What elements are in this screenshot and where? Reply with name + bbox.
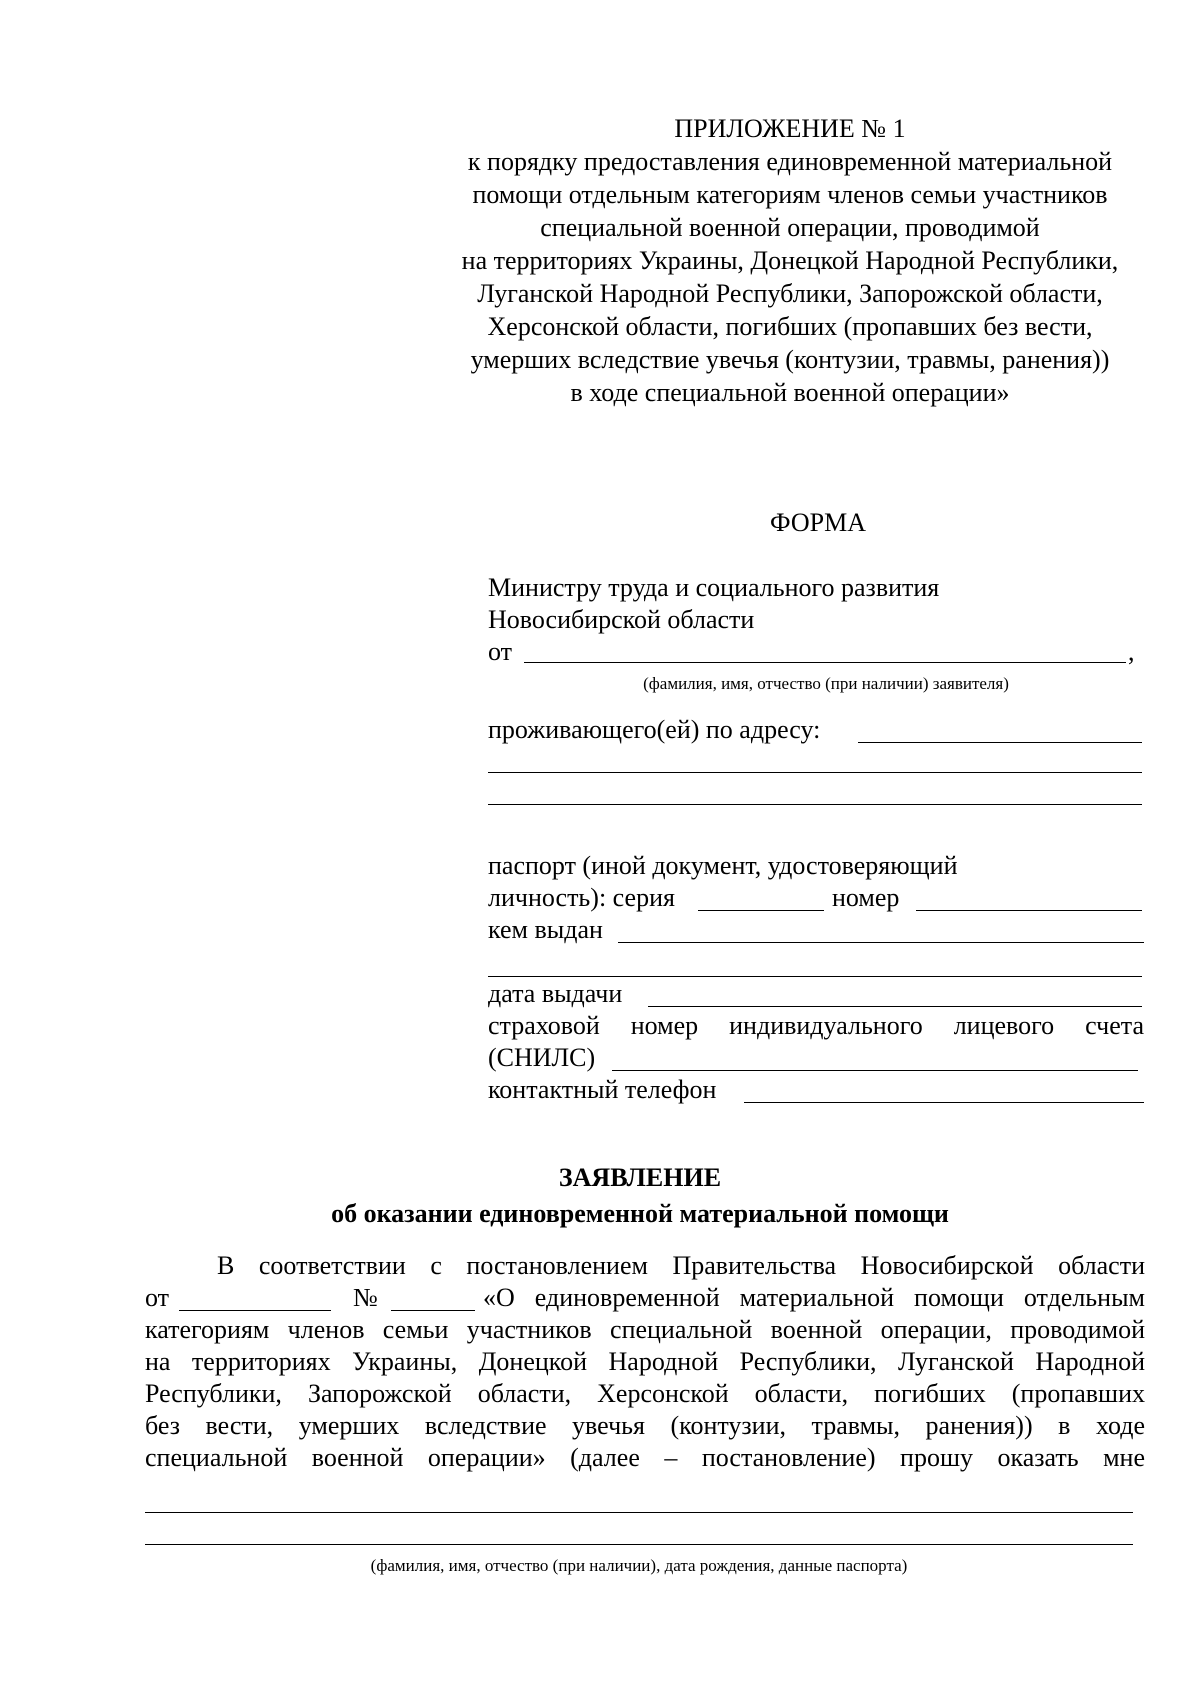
address-fill-line-3[interactable] — [488, 804, 1142, 805]
appendix-line: помощи отдельным категориям членов семьи участников — [472, 180, 1108, 209]
address-label: проживающего(ей) по адресу: — [488, 715, 821, 744]
number-sign: № — [353, 1283, 378, 1312]
number-label: номер — [832, 883, 900, 912]
appendix-line: Луганской Народной Республики, Запорожской области, — [477, 279, 1103, 308]
issued-by-label: кем выдан — [488, 915, 603, 944]
paragraph-line: специальной военной операции» (далее – постановление) прошу оказать мне — [145, 1443, 1145, 1472]
series-fill-line[interactable] — [698, 910, 824, 911]
applicant-caption: (фамилия, имя, отчество (при наличии), дата рождения, данные паспорта) — [370, 1556, 908, 1575]
issued-by-fill-line-2[interactable] — [488, 976, 1142, 977]
from-word: от — [145, 1283, 170, 1312]
appendix-line: специальной военной операции, проводимой — [540, 213, 1040, 242]
appendix-line: на территориях Украины, Донецкой Народной Республики, — [461, 246, 1119, 275]
appendix-line: умерших вследствие увечья (контузии, травмы, ранения)) — [470, 345, 1110, 374]
snils-line-1: страховой номер индивидуального лицевого счета — [488, 1011, 1144, 1040]
decree-date-fill-line[interactable] — [179, 1310, 331, 1311]
issue-date-label: дата выдачи — [488, 979, 623, 1008]
series-label: личность): серия — [488, 883, 675, 912]
applicant-fill-line-1[interactable] — [145, 1512, 1133, 1513]
appendix-header — [420, 112, 1160, 409]
paragraph-line: без вести, умерших вследствие увечья (контузии, травмы, ранения)) в ходе — [145, 1411, 1145, 1440]
applicant-fill-line-2[interactable] — [145, 1544, 1133, 1545]
address-fill-line-2[interactable] — [488, 772, 1142, 773]
from-label: от — [488, 637, 513, 666]
paragraph-line: на территориях Украины, Донецкой Народной Республики, Луганской Народной — [145, 1347, 1145, 1376]
paragraph-line: В соответствии с постановлением Правительства Новосибирской области — [217, 1251, 1145, 1280]
from-caption: (фамилия, имя, отчество (при наличии) заявителя) — [643, 674, 1009, 693]
snils-fill-line[interactable] — [612, 1070, 1138, 1071]
issue-date-fill-line[interactable] — [648, 1006, 1142, 1007]
snils-label: (СНИЛС) — [488, 1043, 596, 1072]
decree-number-fill-line[interactable] — [391, 1310, 475, 1311]
address-fill-line[interactable] — [858, 742, 1142, 743]
issued-by-fill-line[interactable] — [618, 942, 1144, 943]
statement-title: ЗАЯВЛЕНИЕ — [558, 1163, 722, 1192]
phone-label: контактный телефон — [488, 1075, 717, 1104]
statement-subtitle: об оказании единовременной материальной помощи — [331, 1199, 949, 1228]
number-fill-line[interactable] — [916, 910, 1142, 911]
addressee-line-1: Министру труда и социального развития — [488, 573, 940, 602]
appendix-line: к порядку предоставления единовременной материальной — [467, 147, 1113, 176]
phone-fill-line[interactable] — [744, 1102, 1144, 1103]
from-comma: , — [1128, 637, 1135, 666]
appendix-line: Херсонской области, погибших (пропавших без вести, — [487, 312, 1093, 341]
appendix-title: ПРИЛОЖЕНИЕ № 1 — [674, 114, 906, 143]
form-label: ФОРМА — [770, 508, 866, 537]
addressee-line-2: Новосибирской области — [488, 605, 755, 634]
paragraph-line: «О единовременной материальной помощи отдельным — [483, 1283, 1145, 1312]
paragraph-line: Республики, Запорожской области, Херсонской области, погибших (пропавших — [145, 1379, 1145, 1408]
from-fill-line[interactable] — [524, 662, 1126, 663]
appendix-line: в ходе специальной военной операции» — [570, 378, 1010, 407]
passport-line-1: паспорт (иной документ, удостоверяющий — [488, 851, 958, 880]
paragraph-line: категориям членов семьи участников специальной военной операции, проводимой — [145, 1315, 1145, 1344]
